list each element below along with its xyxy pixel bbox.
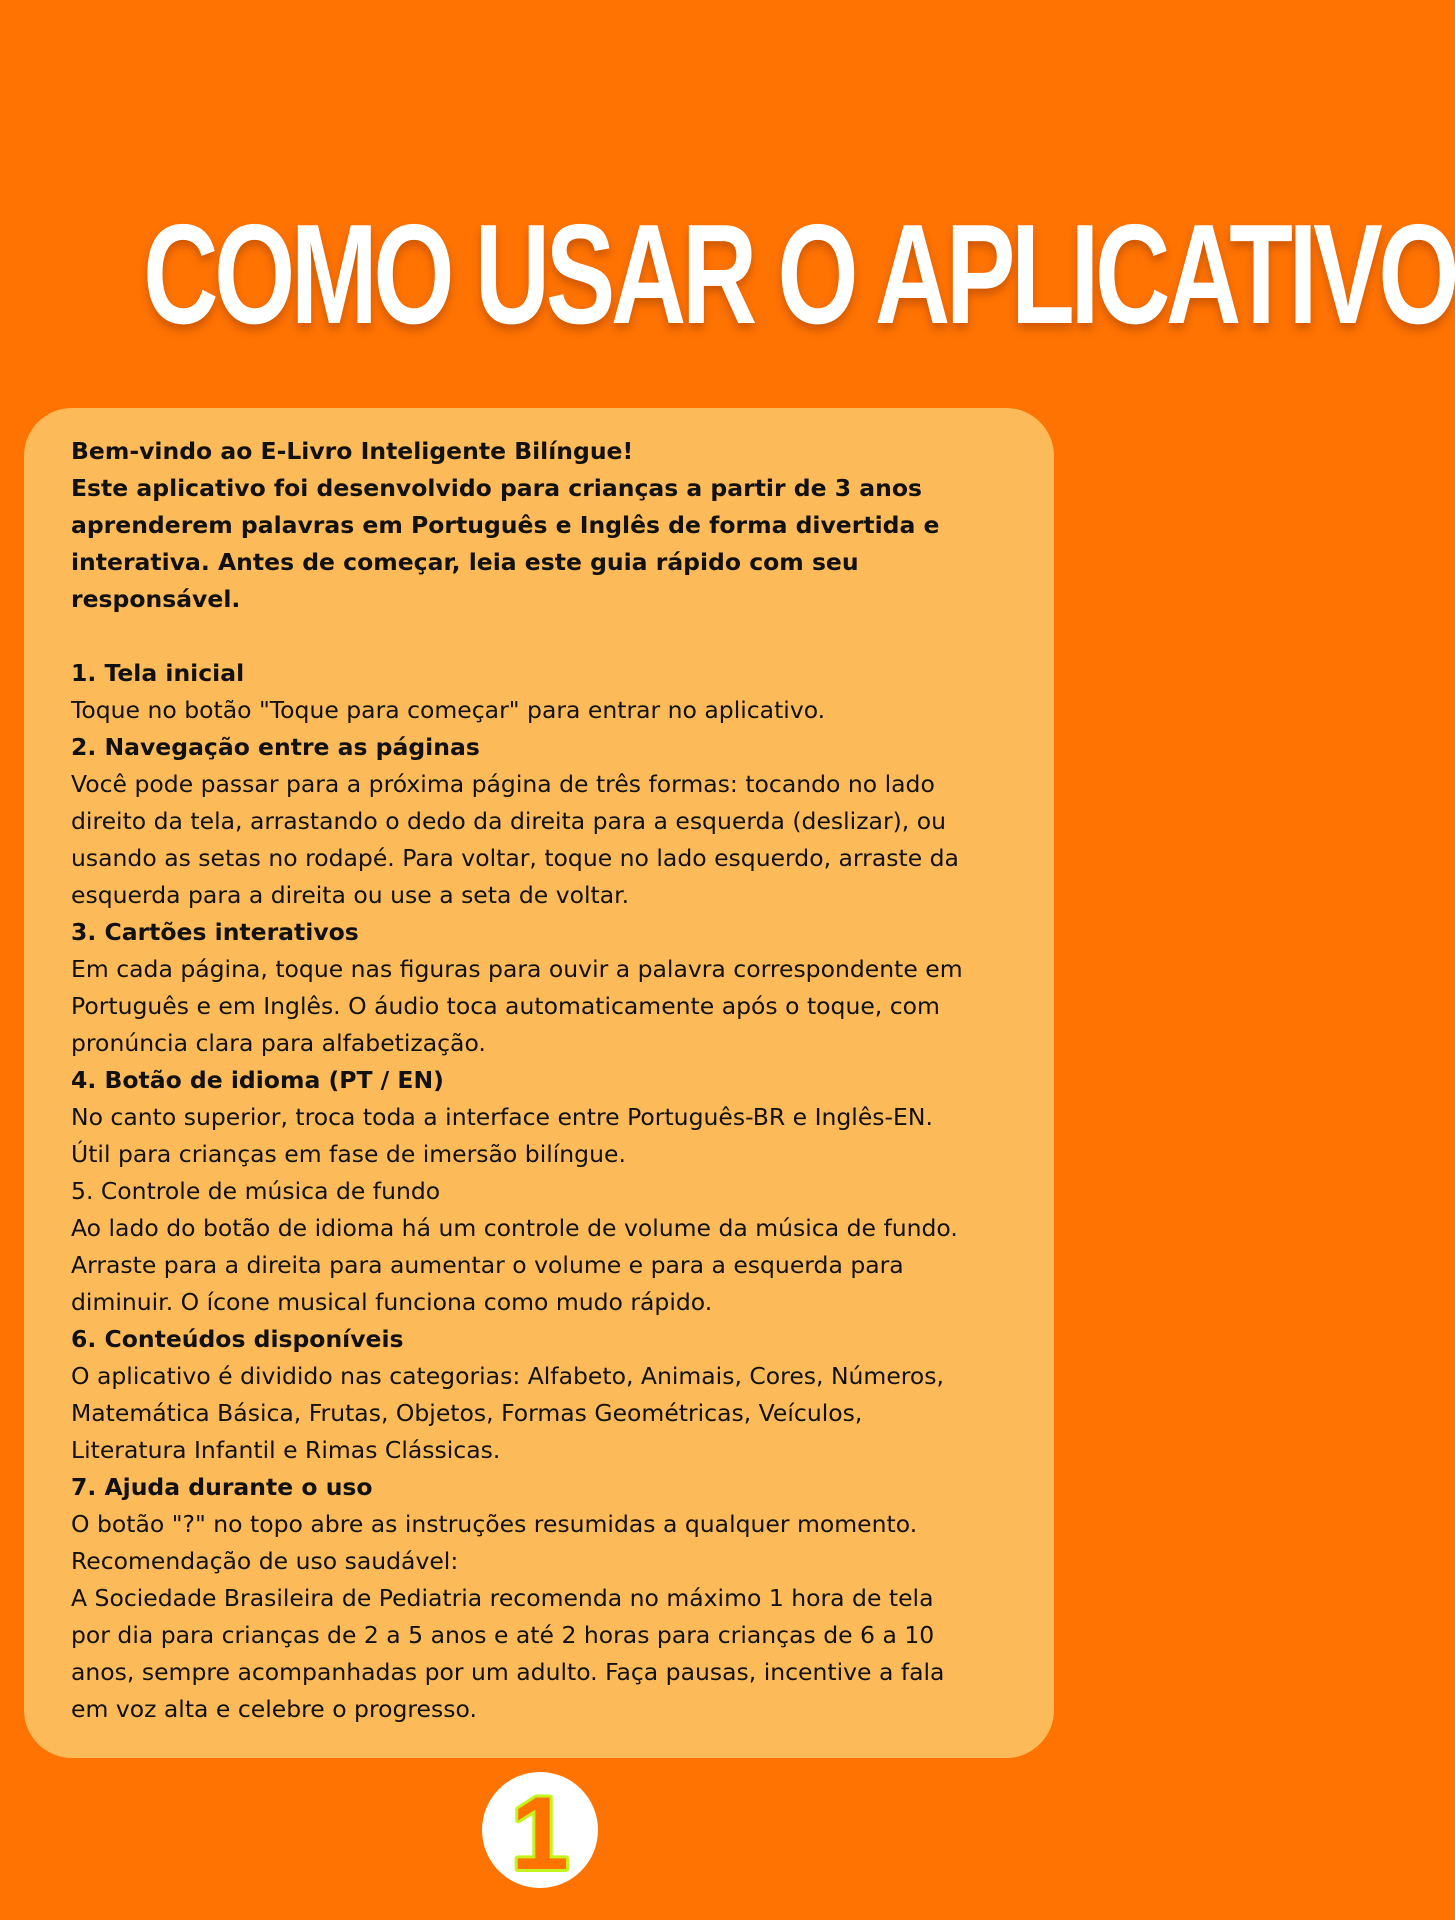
section-heading: 7. Ajuda durante o uso [71,1473,373,1501]
section-text: pronúncia clara para alfabetização. [71,1029,486,1057]
section-text: direito da tela, arrastando o dedo da direita para a esquerda (deslizar), ou [71,807,946,835]
section-text: Ao lado do botão de idioma há um controle de volume da música de fundo. [71,1214,958,1242]
section-heading: 2. Navegação entre as páginas [71,733,480,761]
page-number: 1 [511,1776,569,1892]
recommendation-text: A Sociedade Brasileira de Pediatria recomenda no máximo 1 hora de tela [71,1584,934,1612]
recommendation-text: em voz alta e celebre o progresso. [71,1695,477,1723]
section-heading: 5. Controle de música de fundo [71,1177,441,1205]
section-text: O aplicativo é dividido nas categorias: Alfabeto, Animais, Cores, Números, [71,1362,945,1390]
section-text: O botão "?" no topo abre as instruções resumidas a qualquer momento. [71,1510,918,1538]
section-text: Arraste para a direita para aumentar o volume e para a esquerda para [71,1251,904,1279]
section-heading: 4. Botão de idioma (PT / EN) [71,1066,444,1094]
section-text: Útil para crianças em fase de imersão bilíngue. [71,1140,626,1168]
section-text: Toque no botão "Toque para começar" para entrar no aplicativo. [71,696,826,724]
page-title: COMO USAR O APLICATIVO [143,195,1455,354]
section-heading: 1. Tela inicial [71,659,245,687]
intro-line: aprenderem palavras em Português e Inglês de forma divertida e [71,511,940,539]
recommendation-text: anos, sempre acompanhadas por um adulto. Faça pausas, incentive a fala [71,1658,945,1686]
section-text: Em cada página, toque nas figuras para ouvir a palavra correspondente em [71,955,963,983]
section-text: No canto superior, troca toda a interface entre Português-BR e Inglês-EN. [71,1103,933,1131]
section-heading: 3. Cartões interativos [71,918,359,946]
section-text: diminuir. O ícone musical funciona como mudo rápido. [71,1288,713,1316]
recommendation-heading: Recomendação de uso saudável: [71,1547,459,1575]
welcome-heading: Bem-vindo ao E-Livro Inteligente Bilíngue! [71,437,634,465]
page-number-graphic [482,1772,598,1892]
intro-line: Este aplicativo foi desenvolvido para crianças a partir de 3 anos [71,474,922,502]
instructions-card [24,408,1054,1758]
section-text: Português e em Inglês. O áudio toca automaticamente após o toque, com [71,992,940,1020]
spacer [71,618,1024,655]
section-text: esquerda para a direita ou use a seta de voltar. [71,881,630,909]
recommendation-text: por dia para crianças de 2 a 5 anos e até 2 horas para crianças de 6 a 10 [71,1621,935,1649]
section-text: Literatura Infantil e Rimas Clássicas. [71,1436,501,1464]
section-text: Você pode passar para a próxima página de três formas: tocando no lado [71,770,935,798]
section-text: usando as setas no rodapé. Para voltar, toque no lado esquerdo, arraste da [71,844,959,872]
section-text: Matemática Básica, Frutas, Objetos, Formas Geométricas, Veículos, [71,1399,863,1427]
page-number-badge [482,1772,598,1892]
section-heading: 6. Conteúdos disponíveis [71,1325,404,1353]
intro-line: interativa. Antes de começar, leia este guia rápido com seu [71,548,859,576]
intro-line: responsável. [71,585,241,613]
